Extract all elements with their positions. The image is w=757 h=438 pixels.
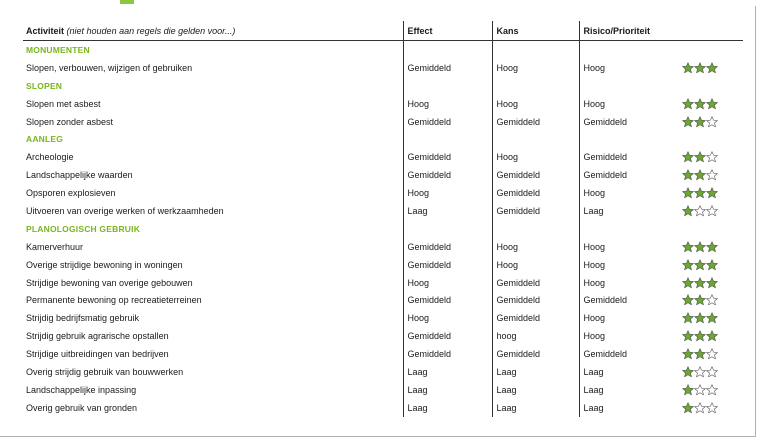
star-rating [682, 62, 718, 74]
empty-cell [678, 77, 743, 95]
activity-cell: Strijdig gebruik agrarische opstallen [26, 331, 169, 342]
star-empty-icon [694, 366, 706, 378]
effect-cell: Laag [403, 363, 492, 381]
empty-cell [492, 41, 579, 59]
kans-cell: Laag [492, 381, 579, 399]
effect-cell: Hoog [403, 184, 492, 202]
empty-cell [678, 130, 743, 148]
risico-cell: Gemiddeld [579, 291, 678, 309]
star-filled-icon [694, 98, 706, 110]
empty-cell [579, 220, 678, 238]
star-empty-icon [706, 384, 718, 396]
star-rating [682, 277, 718, 289]
activity-cell: Overig strijdig gebruik van bouwwerken [26, 366, 184, 377]
star-filled-icon [694, 116, 706, 128]
risico-cell: Hoog [579, 274, 678, 292]
table-row [23, 291, 743, 309]
kans-cell: hoog [492, 327, 579, 345]
star-filled-icon [694, 187, 706, 199]
activity-cell: Slopen zonder asbest [26, 116, 114, 127]
header-effect: Effect [403, 21, 492, 41]
star-filled-icon [706, 187, 718, 199]
activity-cell: Archeologie [26, 152, 74, 163]
kans-cell: Gemiddeld [492, 184, 579, 202]
star-filled-icon [706, 98, 718, 110]
star-filled-icon [694, 169, 706, 181]
risico-cell: Laag [579, 381, 678, 399]
activity-cell: Strijdige uitbreidingen van bedrijven [26, 349, 169, 360]
risico-cell: Hoog [579, 309, 678, 327]
star-filled-icon [682, 116, 694, 128]
kans-cell: Gemiddeld [492, 345, 579, 363]
table-row [23, 238, 743, 256]
effect-cell: Gemiddeld [403, 148, 492, 166]
star-filled-icon [694, 312, 706, 324]
effect-cell: Gemiddeld [403, 166, 492, 184]
empty-cell [403, 77, 492, 95]
priority-stars-cell [678, 202, 743, 220]
risico-cell: Hoog [579, 184, 678, 202]
star-filled-icon [706, 277, 718, 289]
star-filled-icon [682, 294, 694, 306]
priority-stars-cell [678, 166, 743, 184]
activity-cell: Overige strijdige bewoning in woningen [26, 259, 183, 270]
star-rating [682, 259, 718, 271]
priority-stars-cell [678, 238, 743, 256]
section-header-row [23, 130, 743, 148]
empty-cell [492, 130, 579, 148]
kans-cell: Laag [492, 363, 579, 381]
table-row [23, 363, 743, 381]
star-rating [682, 98, 718, 110]
activity-cell: Overig gebruik van gronden [26, 402, 138, 413]
table-row [23, 256, 743, 274]
priority-stars-cell [678, 184, 743, 202]
priority-stars-cell [678, 95, 743, 113]
section-title: MONUMENTEN [26, 44, 90, 55]
star-empty-icon [694, 205, 706, 217]
star-empty-icon [694, 384, 706, 396]
effect-cell: Hoog [403, 274, 492, 292]
star-filled-icon [682, 169, 694, 181]
kans-cell: Hoog [492, 148, 579, 166]
section-title: SLOPEN [26, 80, 63, 91]
section-header-row [23, 77, 743, 95]
priority-stars-cell [678, 399, 743, 417]
header-activiteit [23, 21, 403, 41]
activity-cell: Slopen met asbest [26, 98, 101, 109]
star-rating [682, 169, 718, 181]
header-stars [678, 21, 743, 41]
star-filled-icon [682, 277, 694, 289]
star-empty-icon [706, 402, 718, 414]
kans-cell: Gemiddeld [492, 202, 579, 220]
activity-cell: Strijdig bedrijfsmatig gebruik [26, 313, 140, 324]
star-rating [682, 366, 718, 378]
risico-cell: Laag [579, 363, 678, 381]
table-row [23, 381, 743, 399]
header-activiteit-label: Activiteit [26, 25, 65, 36]
empty-cell [579, 130, 678, 148]
kans-cell: Hoog [492, 238, 579, 256]
effect-cell: Laag [403, 202, 492, 220]
priority-stars-cell [678, 148, 743, 166]
priority-stars-cell [678, 291, 743, 309]
priority-stars-cell [678, 345, 743, 363]
kans-cell: Laag [492, 399, 579, 417]
section-header-row [23, 41, 743, 59]
priority-stars-cell [678, 309, 743, 327]
star-filled-icon [706, 259, 718, 271]
table-row [23, 95, 743, 113]
empty-cell [678, 41, 743, 59]
table-row [23, 274, 743, 292]
star-empty-icon [706, 294, 718, 306]
star-rating [682, 116, 718, 128]
effect-cell: Laag [403, 399, 492, 417]
empty-cell [492, 77, 579, 95]
kans-cell: Hoog [492, 59, 579, 77]
table-row [23, 345, 743, 363]
kans-cell: Gemiddeld [492, 291, 579, 309]
star-filled-icon [682, 241, 694, 253]
priority-stars-cell [678, 113, 743, 131]
star-filled-icon [694, 294, 706, 306]
star-filled-icon [682, 330, 694, 342]
effect-cell: Gemiddeld [403, 238, 492, 256]
star-empty-icon [706, 116, 718, 128]
star-filled-icon [682, 187, 694, 199]
priority-stars-cell [678, 256, 743, 274]
star-filled-icon [682, 98, 694, 110]
star-rating [682, 330, 718, 342]
activity-cell: Landschappelijke inpassing [26, 384, 137, 395]
star-rating [682, 348, 718, 360]
risk-table [23, 21, 743, 417]
table-row [23, 202, 743, 220]
effect-cell: Gemiddeld [403, 327, 492, 345]
table-row [23, 166, 743, 184]
star-filled-icon [694, 277, 706, 289]
star-filled-icon [694, 62, 706, 74]
risico-cell: Hoog [579, 95, 678, 113]
star-filled-icon [682, 312, 694, 324]
star-empty-icon [706, 205, 718, 217]
star-rating [682, 187, 718, 199]
empty-cell [403, 220, 492, 238]
star-rating [682, 294, 718, 306]
effect-cell: Gemiddeld [403, 291, 492, 309]
risico-cell: Gemiddeld [579, 345, 678, 363]
effect-cell: Gemiddeld [403, 256, 492, 274]
star-filled-icon [694, 259, 706, 271]
star-filled-icon [694, 330, 706, 342]
risico-cell: Hoog [579, 327, 678, 345]
table-row [23, 399, 743, 417]
header-risico: Risico/Prioriteit [579, 21, 678, 41]
star-filled-icon [706, 241, 718, 253]
star-rating [682, 241, 718, 253]
table-row [23, 148, 743, 166]
effect-cell: Hoog [403, 309, 492, 327]
star-empty-icon [694, 402, 706, 414]
effect-cell: Gemiddeld [403, 113, 492, 131]
table-row [23, 113, 743, 131]
effect-cell: Gemiddeld [403, 59, 492, 77]
activity-cell: Kamerverhuur [26, 241, 84, 252]
empty-cell [403, 130, 492, 148]
empty-cell [492, 220, 579, 238]
table-header-row [23, 21, 743, 41]
star-filled-icon [682, 384, 694, 396]
activity-cell: Landschappelijke waarden [26, 170, 133, 181]
star-empty-icon [706, 366, 718, 378]
kans-cell: Hoog [492, 256, 579, 274]
table-row [23, 59, 743, 77]
table-body [23, 41, 743, 417]
star-filled-icon [706, 62, 718, 74]
star-filled-icon [682, 348, 694, 360]
risico-cell: Hoog [579, 238, 678, 256]
section-header-row [23, 220, 743, 238]
star-filled-icon [694, 241, 706, 253]
star-filled-icon [682, 366, 694, 378]
empty-cell [678, 220, 743, 238]
kans-cell: Gemiddeld [492, 113, 579, 131]
empty-cell [579, 77, 678, 95]
priority-stars-cell [678, 363, 743, 381]
risico-cell: Laag [579, 399, 678, 417]
star-filled-icon [682, 259, 694, 271]
star-filled-icon [694, 151, 706, 163]
kans-cell: Hoog [492, 95, 579, 113]
star-rating [682, 402, 718, 414]
star-filled-icon [706, 312, 718, 324]
priority-stars-cell [678, 327, 743, 345]
star-filled-icon [682, 151, 694, 163]
star-filled-icon [682, 62, 694, 74]
table-row [23, 184, 743, 202]
table-row [23, 327, 743, 345]
star-filled-icon [682, 402, 694, 414]
section-title: AANLEG [26, 134, 64, 145]
activity-cell: Permanente bewoning op recreatieterreinen [26, 295, 202, 306]
effect-cell: Gemiddeld [403, 345, 492, 363]
star-empty-icon [706, 151, 718, 163]
risico-cell: Gemiddeld [579, 148, 678, 166]
kans-cell: Gemiddeld [492, 166, 579, 184]
risico-cell: Gemiddeld [579, 166, 678, 184]
section-title: PLANOLOGISCH GEBRUIK [26, 223, 141, 234]
risico-cell: Laag [579, 202, 678, 220]
empty-cell [403, 41, 492, 59]
star-rating [682, 205, 718, 217]
activity-cell: Strijdige bewoning van overige gebouwen [26, 277, 193, 288]
kans-cell: Gemiddeld [492, 274, 579, 292]
star-rating [682, 151, 718, 163]
header-note: (niet houden aan regels die gelden voor...) [66, 25, 236, 36]
activity-cell: Slopen, verbouwen, wijzigen of gebruiken [26, 62, 193, 73]
star-filled-icon [682, 205, 694, 217]
header-kans: Kans [492, 21, 579, 41]
activity-cell: Opsporen explosieven [26, 188, 116, 199]
star-rating [682, 384, 718, 396]
kans-cell: Gemiddeld [492, 309, 579, 327]
risico-cell: Gemiddeld [579, 113, 678, 131]
star-rating [682, 312, 718, 324]
star-empty-icon [706, 348, 718, 360]
star-filled-icon [694, 348, 706, 360]
risico-cell: Hoog [579, 256, 678, 274]
priority-stars-cell [678, 381, 743, 399]
priority-stars-cell [678, 274, 743, 292]
star-filled-icon [706, 330, 718, 342]
top-accent-bar [120, 0, 134, 4]
effect-cell: Laag [403, 381, 492, 399]
priority-stars-cell [678, 59, 743, 77]
activity-cell: Uitvoeren van overige werken of werkzaamheden [26, 205, 224, 216]
star-empty-icon [706, 169, 718, 181]
empty-cell [579, 41, 678, 59]
effect-cell: Hoog [403, 95, 492, 113]
risico-cell: Hoog [579, 59, 678, 77]
table-row [23, 309, 743, 327]
